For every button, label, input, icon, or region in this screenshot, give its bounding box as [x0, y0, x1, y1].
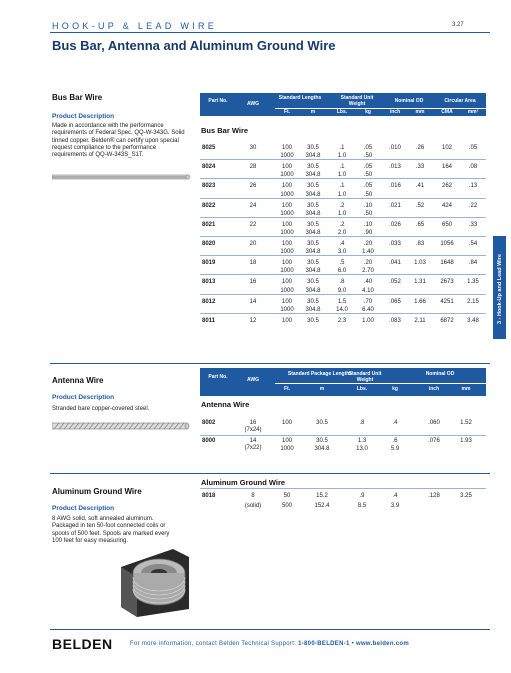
- cell-kg: .4: [392, 493, 398, 499]
- ant-col-std-pkg-lengths: Standard Package Lengths: [287, 371, 353, 377]
- cell-kg: .20: [363, 260, 373, 267]
- cell-part-no: 8025: [202, 145, 216, 151]
- footer-phone[interactable]: 1-800-BELDEN-1: [298, 641, 350, 647]
- ant-col-nominal-od: Nominal OD: [425, 371, 455, 377]
- cell-m: 152.4: [314, 503, 330, 509]
- page-number: 3.27: [452, 22, 464, 28]
- cell-mm2: 2.15: [467, 298, 479, 305]
- aluminum-description: 8 AWG solid, soft annealed aluminum. Packaged in ten 50-foot connected coils or spools of 500 feet. Spools are marked every 100 feet for easy measuring.: [52, 516, 170, 544]
- cell-lbs: 6.0: [337, 268, 347, 275]
- bus-bar-wire-image: [52, 171, 192, 183]
- ant-col-lbs: Lbs.: [356, 386, 368, 392]
- cell-kg: .50: [363, 153, 373, 160]
- cell-ft: 1000: [280, 249, 294, 256]
- cell-m: 30.5: [307, 164, 319, 171]
- cell-kg: .05: [363, 145, 373, 151]
- cell-ft: 100: [281, 279, 292, 286]
- row-separator: [200, 313, 486, 314]
- cell-inch: .128: [428, 493, 440, 499]
- cell-m: 304.8: [305, 287, 321, 294]
- cell-mm2: .54: [468, 241, 478, 247]
- cell-lbs: 1.0: [337, 191, 347, 198]
- cell-ft: 100: [281, 241, 292, 247]
- cell-inch: .010: [389, 145, 401, 151]
- cell-awg: 16: [249, 420, 257, 426]
- ant-col-part-no: Part No.: [208, 374, 228, 380]
- cell-mm: .83: [415, 241, 425, 247]
- table-row: [200, 446, 486, 454]
- cell-ft: 100: [281, 420, 292, 426]
- table-row: [200, 318, 486, 326]
- cell-ft: 100: [281, 145, 292, 151]
- cell-part-no: 8002: [202, 420, 216, 426]
- cell-lbs: 2.0: [337, 229, 347, 236]
- row-separator: [200, 236, 486, 237]
- cell-lbs: 9.0: [337, 287, 347, 294]
- table-row: [200, 183, 486, 191]
- cell-part-no: 8020: [202, 241, 216, 247]
- cell-kg: .20: [363, 241, 373, 247]
- header-divider: [275, 108, 486, 109]
- cell-lbs: 1.0: [337, 172, 347, 179]
- aluminum-group-rule: [200, 488, 486, 489]
- cell-awg: 24: [249, 202, 257, 209]
- cell-kg: 1.00: [362, 317, 374, 324]
- cell-lbs: 3.0: [337, 249, 347, 256]
- cell-cma: 650: [441, 221, 452, 228]
- cell-ft: 100: [281, 438, 292, 444]
- cell-m: 304.8: [305, 249, 321, 256]
- table-row: [200, 260, 486, 268]
- col-nominal-od: Nominal OD: [394, 98, 424, 104]
- footer-rule: [50, 629, 490, 630]
- cell-ft: 1000: [280, 191, 294, 198]
- bus-bar-table-header: [200, 93, 486, 116]
- cell-part-no: 8011: [202, 317, 216, 324]
- cell-inch: .026: [389, 221, 401, 228]
- cell-m: 30.5: [316, 438, 328, 444]
- cell-m: 30.5: [307, 202, 319, 209]
- cell-mm: 1.52: [460, 420, 472, 426]
- cell-ft: 1000: [280, 306, 294, 313]
- ant-col-ft: Ft.: [283, 386, 291, 392]
- cell-kg: .50: [363, 210, 373, 217]
- cell-kg: .10: [363, 202, 373, 209]
- antenna-table-group: Antenna Wire: [201, 400, 250, 409]
- cell-mm: .52: [415, 202, 425, 209]
- cell-kg: .40: [363, 279, 373, 286]
- cell-kg: .50: [363, 191, 373, 198]
- cell-cma: 424: [441, 202, 452, 209]
- cell-mm2: .13: [468, 183, 478, 190]
- cell-ft: 1000: [280, 153, 294, 160]
- cell-mm2: .05: [468, 145, 478, 151]
- cell-lbs: 8.5: [357, 503, 367, 509]
- table-row: [200, 279, 486, 287]
- cell-cma: 262: [441, 183, 452, 190]
- cell-lbs: 1.0: [337, 210, 347, 217]
- cell-ft: 100: [281, 183, 292, 190]
- header-rule: [50, 32, 490, 33]
- antenna-pd-label: Product Description: [52, 394, 115, 401]
- table-row: [200, 493, 486, 501]
- table-row: [200, 145, 486, 153]
- belden-logo: BELDEN: [52, 636, 113, 652]
- cell-cma: 1056: [440, 241, 454, 247]
- cell-part-no: 8013: [202, 279, 216, 286]
- col-kg: kg: [365, 109, 371, 115]
- cell-ft: 100: [281, 298, 292, 305]
- cell-kg: 4.10: [362, 287, 374, 294]
- antenna-heading: Antenna Wire: [52, 376, 104, 385]
- cell-m: 30.5: [307, 279, 319, 286]
- cell-awg: 14: [249, 438, 257, 444]
- cell-ft: 100: [281, 202, 292, 209]
- ant-col-awg: AWG: [247, 377, 259, 383]
- cell-cma: 1648: [440, 260, 454, 267]
- cell-kg: 6.40: [362, 306, 374, 313]
- cell-lbs: .9: [359, 493, 365, 499]
- cell-ft: 1000: [280, 210, 294, 217]
- cell-awg: 28: [249, 164, 257, 171]
- cell-mm: .33: [415, 164, 425, 171]
- cell-ft: 500: [281, 503, 292, 509]
- cell-m: 15.2: [316, 493, 328, 499]
- cell-kg: .6: [392, 438, 398, 444]
- cell-cma: 6872: [440, 317, 454, 324]
- category-header: HOOK-UP & LEAD WIRE: [52, 21, 218, 31]
- aluminum-heading: Aluminum Ground Wire: [52, 487, 142, 496]
- cell-lbs: .2: [339, 221, 345, 228]
- cell-awg: 18: [249, 260, 257, 267]
- ant-col-kg: kg: [392, 386, 398, 392]
- cell-m: 30.5: [307, 145, 319, 151]
- cell-kg: 5.9: [390, 446, 400, 452]
- row-separator: [200, 178, 486, 179]
- cell-mm2: .22: [468, 202, 478, 209]
- cell-lbs: .5: [339, 260, 345, 267]
- bus-bar-heading: Bus Bar Wire: [52, 93, 103, 102]
- cell-lbs: 1.3: [357, 438, 367, 444]
- row-separator: [200, 198, 486, 199]
- cell-awg: 22: [249, 221, 257, 228]
- antenna-wire-image: [52, 420, 192, 432]
- cell-kg: .90: [363, 229, 373, 236]
- table-row: [200, 420, 486, 433]
- cell-awg-stranding: (7x22): [244, 445, 262, 451]
- row-separator: [200, 217, 486, 218]
- cell-kg: 1.40: [362, 249, 374, 256]
- cell-awg: 14: [249, 298, 257, 305]
- cell-m: 30.5: [307, 317, 319, 324]
- row-separator: [200, 255, 486, 256]
- table-row: [200, 222, 486, 230]
- cell-m: 304.8: [305, 191, 321, 198]
- ant-col-inch: inch: [428, 386, 440, 392]
- cell-lbs: .2: [339, 202, 345, 209]
- cell-inch: .021: [389, 202, 401, 209]
- cell-mm: 3.25: [460, 493, 472, 499]
- cell-kg: .10: [363, 221, 373, 228]
- cell-lbs: 1.5: [337, 298, 347, 305]
- cell-awg: 26: [249, 183, 257, 190]
- cell-m: 30.5: [307, 298, 319, 305]
- cell-kg: 3.9: [390, 503, 400, 509]
- cell-awg: 30: [249, 145, 257, 151]
- cell-kg: .4: [392, 420, 398, 426]
- cell-lbs: 2.3: [337, 317, 347, 324]
- cell-m: 30.5: [307, 183, 319, 190]
- cell-mm: 2.11: [414, 317, 426, 324]
- cell-cma: 2673: [440, 279, 454, 286]
- cell-m: 30.5: [307, 221, 319, 228]
- row-separator: [200, 294, 486, 295]
- cell-awg: (solid): [244, 503, 262, 509]
- cell-awg: 8: [251, 493, 255, 499]
- cell-cma: 4251: [440, 298, 454, 305]
- section-divider-antenna: [50, 363, 490, 364]
- antenna-table-header: [200, 368, 486, 396]
- col-std-unit-weight: Standard Unit Weight: [340, 95, 374, 107]
- table-row: [200, 164, 486, 172]
- bus-bar-pd-label: Product Description: [52, 113, 115, 120]
- col-circular-area: Circular Area: [444, 98, 476, 104]
- cell-lbs: .1: [339, 145, 345, 151]
- antenna-description: Stranded bare copper-covered steel.: [52, 406, 150, 412]
- cell-inch: .013: [389, 164, 401, 171]
- cell-awg: 16: [249, 279, 257, 286]
- col-std-lengths: Standard Lengths: [278, 95, 322, 101]
- ant-col-mm: mm: [461, 386, 471, 392]
- col-m: m: [310, 109, 316, 115]
- cell-m: 304.8: [314, 446, 330, 452]
- col-ft: Ft.: [283, 109, 291, 115]
- footer-separator: •: [349, 641, 356, 647]
- cell-mm: 1.93: [460, 438, 472, 444]
- row-separator: [200, 274, 486, 275]
- cell-part-no: 8000: [202, 438, 216, 444]
- page-title: Bus Bar, Antenna and Aluminum Ground Wire: [52, 38, 336, 53]
- cell-ft: 1000: [280, 446, 294, 452]
- cell-ft: 1000: [280, 229, 294, 236]
- cell-mm2: 1.35: [467, 279, 479, 286]
- cell-cma: 164: [441, 164, 452, 171]
- cell-awg: 20: [249, 241, 257, 247]
- aluminum-pd-label: Product Description: [52, 505, 115, 512]
- cell-m: 304.8: [305, 229, 321, 236]
- cell-part-no: 8012: [202, 298, 216, 305]
- cell-m: 304.8: [305, 306, 321, 313]
- cell-m: 304.8: [305, 210, 321, 217]
- cell-part-no: 8024: [202, 164, 216, 171]
- cell-ft: 50: [283, 493, 291, 499]
- cell-inch: .041: [389, 260, 401, 267]
- cell-lbs: .4: [339, 241, 345, 247]
- cell-m: 304.8: [305, 153, 321, 160]
- col-cma: CMA: [441, 109, 453, 115]
- cell-lbs: .1: [339, 164, 345, 171]
- table-row: [200, 299, 486, 307]
- cell-ft: 1000: [280, 268, 294, 275]
- footer-contact: [130, 641, 409, 647]
- table-row: [200, 241, 486, 249]
- side-tab: [493, 236, 506, 339]
- cell-mm: 1.03: [414, 260, 426, 267]
- aluminum-table-group: Aluminum Ground Wire: [201, 478, 286, 487]
- cell-mm2: .08: [468, 164, 478, 171]
- cell-mm: 1.66: [414, 298, 426, 305]
- cell-inch: .060: [428, 420, 440, 426]
- cell-mm2: .33: [468, 221, 478, 228]
- cell-lbs: 14.0: [336, 306, 348, 313]
- col-mm2: mm²: [467, 109, 479, 115]
- cell-ft: 100: [281, 260, 292, 267]
- cell-part-no: 8023: [202, 183, 216, 190]
- cell-ft: 100: [281, 221, 292, 228]
- cell-kg: .50: [363, 172, 373, 179]
- bus-bar-description: Made in accordance with the performance requirements of Federal Spec. QQ-W-343G. Solid tinned copper. Belden® can certify upon special request compliance to the performance requirements of QQ-W-343S_S1T.: [52, 123, 185, 159]
- cell-mm: .65: [415, 221, 425, 228]
- section-divider-aluminum: [50, 473, 490, 474]
- cell-awg: 12: [249, 317, 257, 324]
- cell-mm: .26: [415, 145, 425, 151]
- cell-lbs: .8: [359, 420, 365, 426]
- cell-mm2: .84: [468, 260, 478, 267]
- cell-ft: 100: [281, 164, 292, 171]
- cell-cma: 102: [441, 145, 452, 151]
- aluminum-spool-image: [115, 537, 195, 619]
- cell-inch: .076: [428, 438, 440, 444]
- table-row: [200, 203, 486, 211]
- cell-m: 30.5: [307, 260, 319, 267]
- side-tab-label: 3 - Hook-Up and Lead Wire: [497, 254, 503, 324]
- row-separator: [200, 159, 486, 160]
- ant-header-divider: [275, 383, 486, 384]
- cell-ft: 1000: [280, 172, 294, 179]
- cell-mm2: 3.48: [467, 317, 479, 324]
- cell-ft: 100: [281, 317, 292, 324]
- cell-inch: .083: [389, 317, 401, 324]
- cell-m: 30.5: [307, 241, 319, 247]
- col-inch: inch: [389, 109, 401, 115]
- cell-kg: 2.70: [362, 268, 374, 275]
- cell-inch: .065: [389, 298, 401, 305]
- table-row: [200, 503, 486, 511]
- cell-kg: .70: [363, 298, 373, 305]
- cell-lbs: 1.0: [337, 153, 347, 160]
- ant-col-std-unit-weight: Standard Unit Weight: [348, 371, 382, 383]
- cell-m: 30.5: [316, 420, 328, 426]
- cell-lbs: 13.0: [356, 446, 368, 452]
- cell-m: 304.8: [305, 172, 321, 179]
- cell-mm: 1.31: [414, 279, 426, 286]
- footer-contact-text: For more information, contact Belden Technical Support:: [130, 641, 299, 647]
- col-mm: mm: [415, 109, 425, 115]
- bus-bar-table-group: Bus Bar Wire: [201, 126, 249, 135]
- cell-m: 304.8: [305, 268, 321, 275]
- footer-url-link[interactable]: www.belden.com: [356, 641, 409, 647]
- cell-inch: .052: [389, 279, 401, 286]
- cell-inch: .016: [389, 183, 401, 190]
- cell-ft: 1000: [280, 287, 294, 294]
- cell-lbs: .8: [339, 279, 345, 286]
- cell-lbs: .1: [339, 183, 345, 190]
- row-separator: [200, 435, 486, 436]
- cell-kg: .05: [363, 183, 373, 190]
- col-awg: AWG: [247, 101, 259, 107]
- cell-inch: .033: [389, 241, 401, 247]
- cell-mm: .41: [415, 183, 425, 190]
- cell-part-no: 8021: [202, 221, 216, 228]
- cell-part-no: 8022: [202, 202, 216, 209]
- ant-col-m: m: [319, 386, 325, 392]
- cell-awg-stranding: (7x24): [244, 427, 262, 433]
- cell-kg: .05: [363, 164, 373, 171]
- col-lbs: Lbs.: [336, 109, 348, 115]
- cell-part-no: 8018: [202, 493, 216, 499]
- cell-part-no: 8019: [202, 260, 216, 267]
- col-part-no: Part No.: [208, 98, 228, 104]
